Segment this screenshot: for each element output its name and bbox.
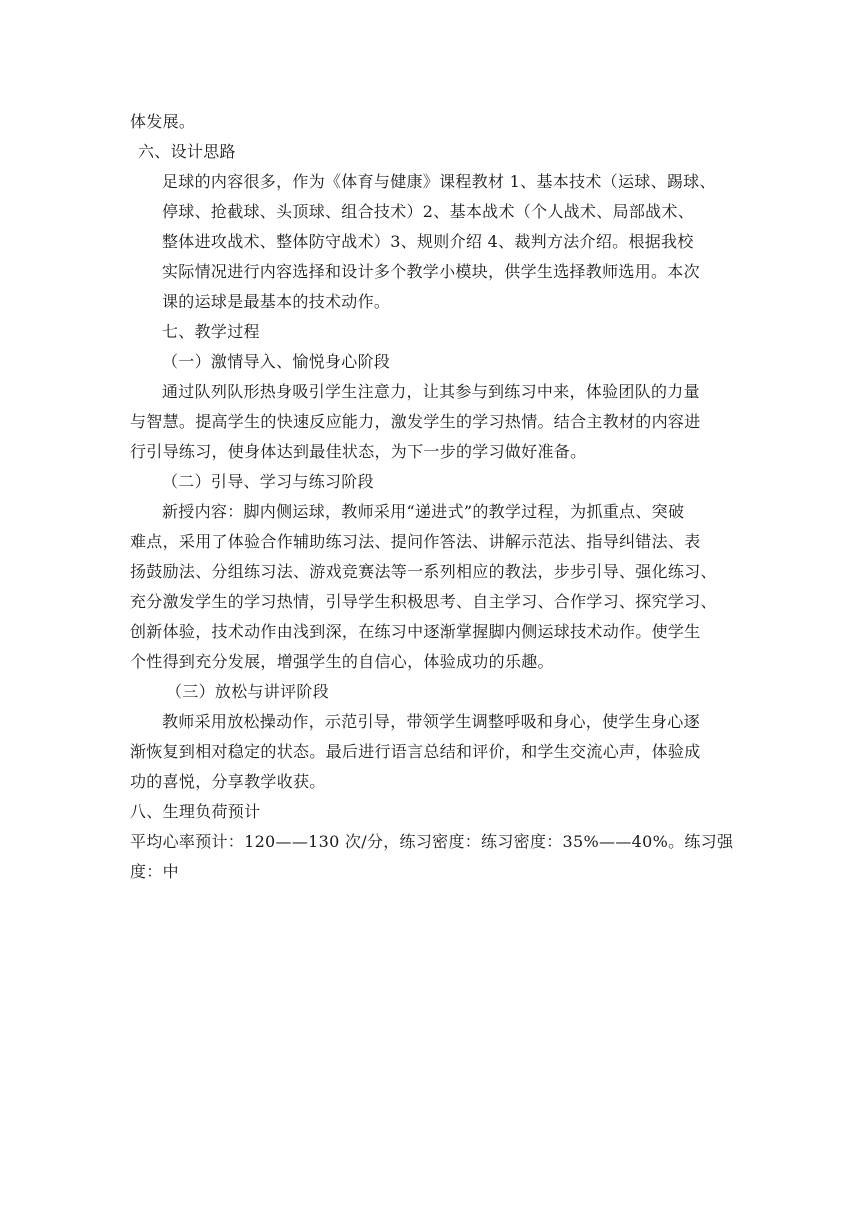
paragraph-line: 平均心率预计：120——130 次/分，练习密度：练习密度：35%——40%。练习强 [130, 832, 734, 851]
paragraph-line: 与智慧。提高学生的快速反应能力，激发学生的学习热情。结合主教材的内容进 [130, 412, 701, 431]
section-heading: 七、教学过程 [162, 322, 260, 341]
paragraph-line: 新授内容：脚内侧运球，教师采用“递进式”的教学过程，为抓重点、突破 [162, 502, 685, 521]
paragraph-line: 度：中 [130, 862, 179, 881]
paragraph-line: 个性得到充分发展，增强学生的自信心，体验成功的乐趣。 [130, 652, 554, 671]
paragraph-line: 渐恢复到相对稳定的状态。最后进行语言总结和评价，和学生交流心声，体验成 [130, 742, 701, 761]
paragraph-line: 整体进攻战术、整体防守战术）3、规则介绍 4、裁判方法介绍。根据我校 [162, 232, 694, 251]
subsection-heading: （三）放松与讲评阶段 [166, 682, 330, 701]
paragraph-line: 足球的内容很多，作为《体育与健康》课程教材 1、基本技术（运球、踢球、 [162, 172, 716, 191]
paragraph-line: 体发展。 [130, 112, 196, 131]
paragraph-line: 停球、抢截球、头顶球、组合技术）2、基本战术（个人战术、局部战术、 [162, 202, 695, 221]
paragraph-line: 行引导练习，使身体达到最佳状态，为下一步的学习做好准备。 [130, 442, 587, 461]
paragraph-line: 通过队列队形热身吸引学生注意力，让其参与到练习中来，体验团队的力量 [162, 382, 700, 401]
paragraph-line: 创新体验，技术动作由浅到深，在练习中逐渐掌握脚内侧运球技术动作。使学生 [130, 622, 701, 641]
paragraph-line: 扬鼓励法、分组练习法、游戏竞赛法等一系列相应的教法，步步引导、强化练习、 [130, 562, 717, 581]
paragraph-line: 充分激发学生的学习热情，引导学生积极思考、自主学习、合作学习、探究学习、 [130, 592, 717, 611]
paragraph-line: 课的运球是最基本的技术动作。 [162, 292, 391, 311]
paragraph-line: 难点，采用了体验合作辅助练习法、提问作答法、讲解示范法、指导纠错法、表 [130, 532, 701, 551]
section-heading: 六、设计思路 [138, 142, 236, 161]
paragraph-line: 教师采用放松操动作，示范引导，带领学生调整呼吸和身心，使学生身心逐 [162, 712, 700, 731]
paragraph-line: 功的喜悦，分享教学收获。 [130, 772, 326, 791]
subsection-heading: （二）引导、学习与练习阶段 [162, 472, 374, 491]
paragraph-line: 实际情况进行内容选择和设计多个教学小模块，供学生选择教师选用。本次 [162, 262, 700, 281]
subsection-heading: （一）激情导入、愉悦身心阶段 [162, 352, 391, 371]
section-heading: 八、生理负荷预计 [130, 802, 261, 821]
